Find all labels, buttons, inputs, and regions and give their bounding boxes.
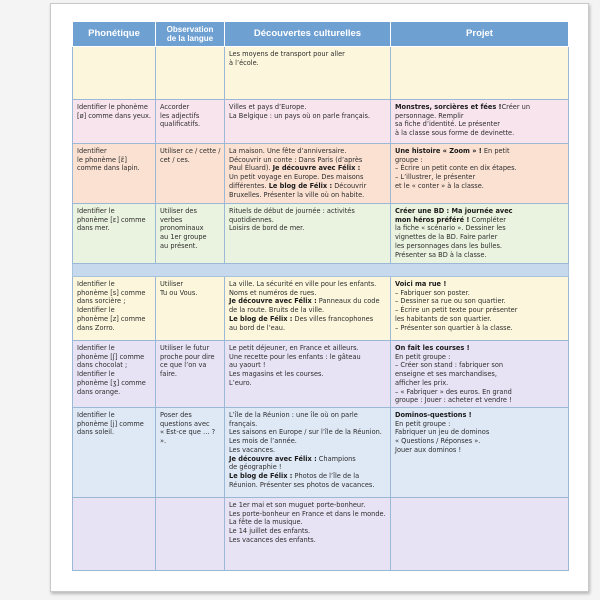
cell-text: Le 1er mai et son muguet porte-bonheur. Les porte-bonheur en France et dans le monde. La fête de la musique. Le 14 juillet des enfants. Les vacances des enfants. — [229, 501, 386, 544]
cell-projet — [391, 204, 569, 264]
bold-heading: Le blog de Félix : — [268, 181, 333, 190]
program-table — [72, 21, 569, 571]
bold-heading: Je découvre avec Félix : — [272, 164, 361, 173]
cell-phonetique: Identifier le phonème [j] comme dans soleil. — [73, 408, 156, 498]
table-row — [73, 144, 569, 204]
cell-text: Rituels de début de journée : activités quotidiennes. Loisirs de bord de mer. — [229, 207, 355, 233]
bold-heading: Monstres, sorcières et fées ! — [395, 103, 502, 111]
cell-decouvertes — [225, 341, 391, 408]
cell-projet — [391, 144, 569, 204]
bold-heading: On fait les courses ! — [395, 344, 470, 352]
header-phonetique: Phonétique — [73, 22, 156, 47]
bold-heading: Je découvre avec Félix : — [229, 454, 317, 463]
cell-text: En petit groupe : – Écrire un petit conte en dix étapes. – L’illustrer, le présenter et le « conter » à la classe. — [395, 147, 517, 190]
table-row — [73, 47, 569, 100]
cell-observation: Utiliser ce / cette / cet / ces. — [156, 144, 225, 204]
cell-text: Découvrir Bruxelles. Présenter la ville où on habite. — [229, 181, 367, 199]
cell-observation: Accorder les adjectifs qualificatifs. — [156, 100, 225, 144]
cell-decouvertes — [225, 47, 391, 100]
cell-text: Les moyens de transport pour aller à l’école. — [229, 50, 345, 67]
bold-heading: Dominos-questions ! — [395, 411, 472, 419]
cell-text: Villes et pays d’Europe. La Belgique : un pays où on parle français. — [229, 103, 371, 120]
bold-heading: Une histoire « Zoom » ! — [395, 147, 482, 155]
cell-projet — [391, 408, 569, 498]
header-decouvertes: Découvertes culturelles — [225, 22, 391, 47]
table-row — [73, 498, 569, 571]
cell-text: Le petit déjeuner, en France et ailleurs. Une recette pour les enfants : le gâteau au yaourt ! Les magasins et les courses. L’euro. — [229, 344, 361, 387]
section-separator — [73, 264, 569, 277]
cell-text: Panneaux du code de la route. Bruits de la ville. — [229, 297, 380, 315]
cell-observation — [156, 498, 225, 571]
header-observation: Observation de la langue — [156, 22, 225, 47]
cell-phonetique: Identifier le phonème [ɛ̃] comme dans lapin. — [73, 144, 156, 204]
bold-heading: Le blog de Félix : — [229, 471, 293, 480]
table-row — [73, 100, 569, 144]
cell-projet — [391, 47, 569, 100]
bold-heading: Le blog de Félix : — [229, 314, 293, 323]
cell-phonetique: Identifier le phonème [ø] comme dans yeux. — [73, 100, 156, 144]
cell-phonetique — [73, 498, 156, 571]
cell-decouvertes — [225, 277, 391, 341]
cell-text: Champions de géographie ! — [229, 454, 356, 472]
cell-observation — [156, 47, 225, 100]
cell-observation: Utiliser le futur proche pour dire ce que l’on va faire. — [156, 341, 225, 408]
cell-observation: Utiliser Tu ou Vous. — [156, 277, 225, 341]
cell-decouvertes — [225, 100, 391, 144]
cell-text: Créer un personnage. Remplir sa fiche d’identité. Le présenter à la classe sous forme de devinette. — [395, 103, 531, 138]
cell-projet — [391, 277, 569, 341]
cell-decouvertes — [225, 498, 391, 571]
bold-heading: Créer une BD : Ma journée avec mon héros préféré ! — [395, 207, 513, 224]
document-page — [50, 3, 589, 592]
bold-heading: Voici ma rue ! — [395, 280, 447, 288]
cell-decouvertes — [225, 144, 391, 204]
cell-text: – Fabriquer son poster. – Dessiner sa rue ou son quartier. – Écrire un petit texte pour présenter les habitants de son quartier. – Présenter son quartier à la classe. — [395, 288, 518, 332]
cell-observation: Utiliser des verbes pronominaux au 1er groupe au présent. — [156, 204, 225, 264]
bold-heading: Je découvre avec Félix : — [229, 297, 317, 306]
cell-phonetique: Identifier le phonème [s] comme dans sorcière ; Identifier le phonème [z] comme dans Zorro. — [73, 277, 156, 341]
cell-text: L’île de la Réunion : une île où on parle français. Les saisons en Europe / sur l’île de la Réunion. Les mois de l’année. Les vacances. — [229, 411, 382, 454]
cell-projet — [391, 341, 569, 408]
separator-cell — [73, 264, 569, 277]
cell-text: La maison. Une fête d’anniversaire. Découvrir un conte : Dans Paris (d’après Paul Éluard). — [229, 147, 363, 173]
cell-phonetique: Identifier le phonème [ɛ] comme dans mer. — [73, 204, 156, 264]
cell-text: Photos de l’île de la Réunion. Présenter ses photos de vacances. — [229, 471, 375, 489]
cell-text: Compléter la fiche « scénario ». Dessiner les vignettes de la BD. Faire parler les personnages dans les bulles. Présenter sa BD à la classe. — [395, 215, 506, 259]
cell-observation: Poser des questions avec « Est-ce que … ? ». — [156, 408, 225, 498]
cell-phonetique: Identifier le phonème [ʃ] comme dans chocolat ; Identifier le phonème [ʒ] comme dans orange. — [73, 341, 156, 408]
table-row — [73, 341, 569, 408]
header-row — [73, 22, 569, 47]
header-projet: Projet — [391, 22, 569, 47]
table-row — [73, 204, 569, 264]
table-row — [73, 277, 569, 341]
cell-decouvertes — [225, 408, 391, 498]
table-row — [73, 408, 569, 498]
cell-projet — [391, 498, 569, 571]
cell-phonetique — [73, 47, 156, 100]
cell-text: La ville. La sécurité en ville pour les enfants. Noms et numéros de rues. — [229, 280, 377, 297]
cell-text: En petit groupe : – Créer son stand : fabriquer son enseigne et ses marchandises, afficher les prix. – « Fabriquer » des euros. En grand groupe : Jouer : acheter et vendre ! — [395, 352, 512, 405]
cell-projet — [391, 100, 569, 144]
cell-text: En petit groupe : Fabriquer un jeu de dominos « Questions / Réponses ». Jouer aux dominos ! — [395, 419, 490, 454]
cell-decouvertes — [225, 204, 391, 264]
cell-text: Un petit voyage en Europe. Des maisons différentes. — [229, 173, 364, 190]
cell-text: Des villes francophones au bord de l’eau. — [229, 314, 374, 332]
